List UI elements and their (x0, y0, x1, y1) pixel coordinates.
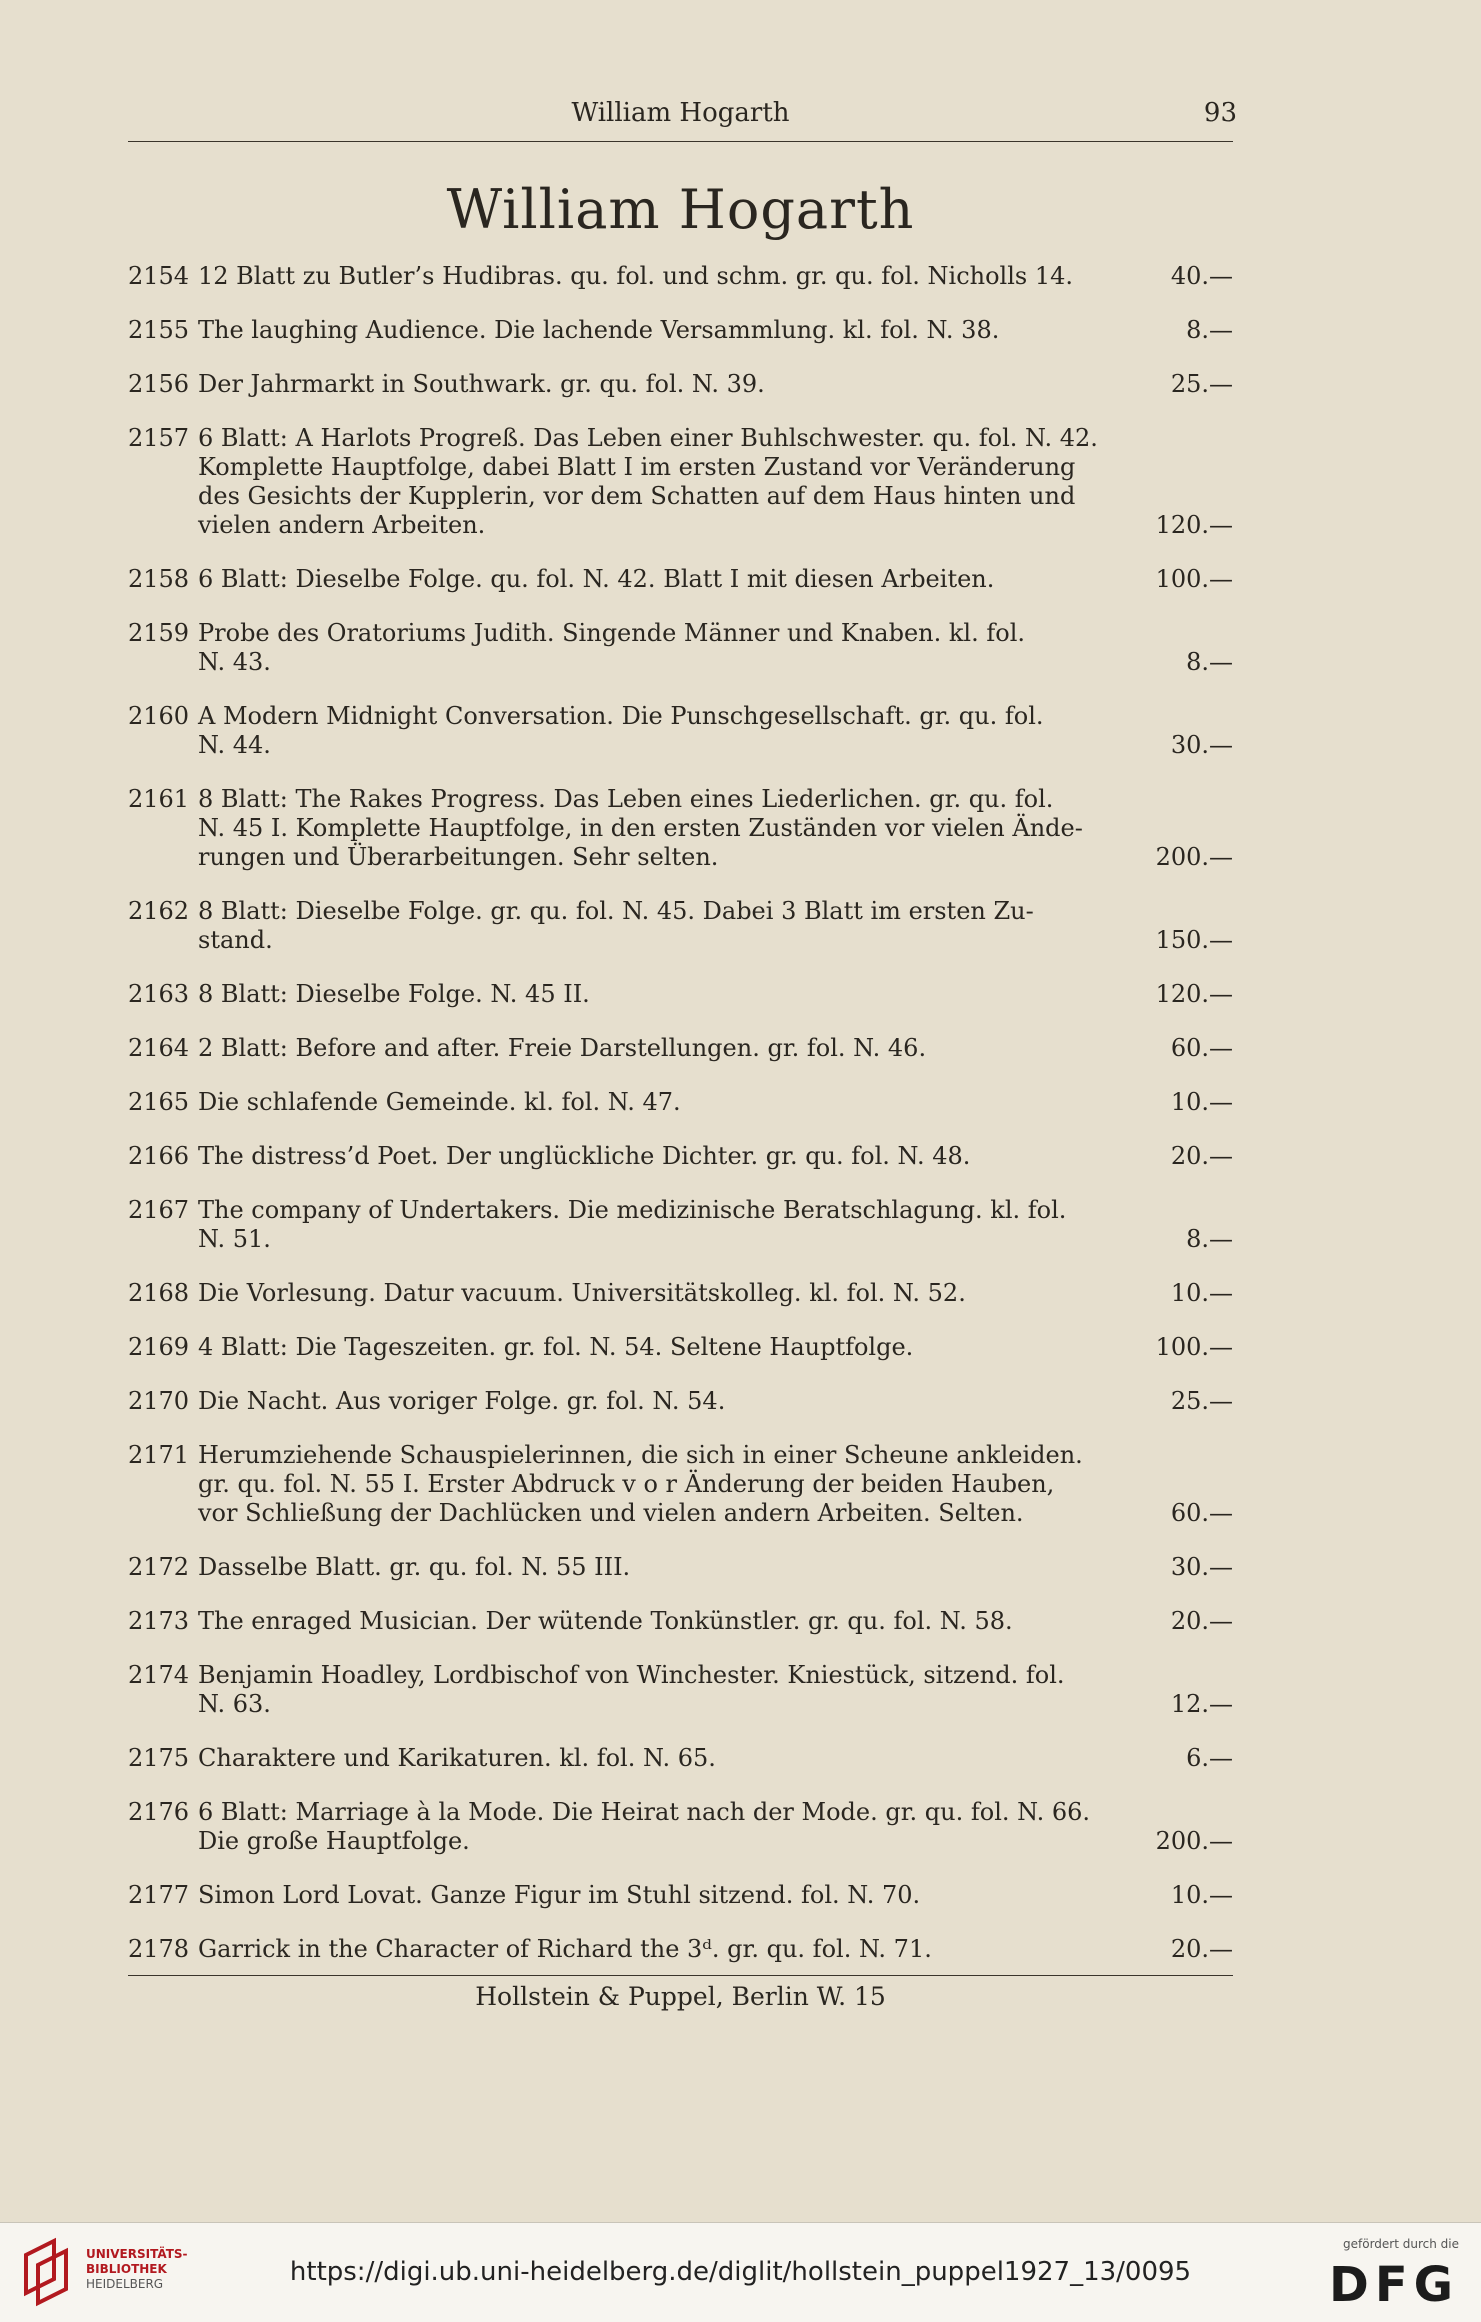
entry-price: 8.— (1186, 316, 1233, 344)
entry-price: 12.— (1170, 1690, 1233, 1718)
entry-description (198, 1607, 1145, 1636)
entry-number: 2167 (128, 1196, 190, 1224)
entry-line: N. 44. (198, 731, 271, 759)
entry-line: 6 Blatt: A Harlots Progreß. Das Leben einer Buhlschwester. qu. fol. N. 42. (198, 424, 1098, 452)
entry-line: 8 Blatt: Dieselbe Folge. N. 45 II. (198, 980, 590, 1008)
header-rule (128, 141, 1233, 142)
entry-number: 2171 (128, 1441, 190, 1469)
entry-description (198, 1881, 1145, 1910)
entry-line: 8 Blatt: Dieselbe Folge. gr. qu. fol. N. 45. Dabei 3 Blatt im ersten Zu- (198, 897, 1034, 925)
entry-number: 2178 (128, 1935, 190, 1963)
entry-price: 25.— (1170, 370, 1233, 398)
catalog-entry (128, 1935, 1233, 1964)
entry-description (198, 565, 1145, 594)
catalog-entries (128, 262, 1233, 1989)
catalog-entry (128, 1142, 1233, 1171)
entry-line: 12 Blatt zu Butler’s Hudibras. qu. fol. und schm. gr. qu. fol. Nicholls 14. (198, 262, 1074, 290)
entry-price: 100.— (1155, 565, 1233, 593)
entry-price: 10.— (1170, 1881, 1233, 1909)
entry-line: gr. qu. fol. N. 55 I. Erster Abdruck v o r Änderung der beiden Hauben, (198, 1470, 1055, 1498)
entry-number: 2159 (128, 619, 190, 647)
publisher-imprint: Hollstein & Puppel, Berlin W. 15 (475, 1982, 886, 2011)
entry-number: 2156 (128, 370, 190, 398)
entry-price: 30.— (1170, 1553, 1233, 1581)
catalog-entry (128, 370, 1233, 399)
entry-line: The laughing Audience. Die lachende Versammlung. kl. fol. N. 38. (198, 316, 1000, 344)
entry-description (198, 424, 1145, 540)
entry-description (198, 1142, 1145, 1171)
entry-line: A Modern Midnight Conversation. Die Punschgesellschaft. gr. qu. fol. (198, 702, 1044, 730)
entry-description (198, 897, 1145, 955)
section-title: William Hogarth (446, 178, 915, 241)
catalog-entry (128, 262, 1233, 291)
entry-price: 10.— (1170, 1088, 1233, 1116)
entry-number: 2170 (128, 1387, 190, 1415)
entry-price: 100.— (1155, 1333, 1233, 1361)
entry-description (198, 1088, 1145, 1117)
entry-price: 150.— (1155, 926, 1233, 954)
catalog-entry (128, 424, 1233, 540)
catalog-entry (128, 1881, 1233, 1910)
entry-price: 120.— (1155, 980, 1233, 1008)
entry-line: Der Jahrmarkt in Southwark. gr. qu. fol. N. 39. (198, 370, 765, 398)
catalog-entry (128, 565, 1233, 594)
entry-number: 2176 (128, 1798, 190, 1826)
entry-line: des Gesichts der Kupplerin, vor dem Schatten auf dem Haus hinten und (198, 482, 1076, 510)
entry-description (198, 980, 1145, 1009)
entry-line: The distress’d Poet. Der unglückliche Dichter. gr. qu. fol. N. 48. (198, 1142, 971, 1170)
entry-line: Die schlafende Gemeinde. kl. fol. N. 47. (198, 1088, 681, 1116)
entry-line: Die Vorlesung. Datur vacuum. Universitätskolleg. kl. fol. N. 52. (198, 1279, 966, 1307)
entry-price: 10.— (1170, 1279, 1233, 1307)
entry-number: 2174 (128, 1661, 190, 1689)
entry-line: Garrick in the Character of Richard the 3ᵈ. gr. qu. fol. N. 71. (198, 1935, 932, 1963)
page-number: 93 (1203, 98, 1237, 128)
entry-line: 8 Blatt: The Rakes Progress. Das Leben eines Liederlichen. gr. qu. fol. (198, 785, 1054, 813)
entry-number: 2155 (128, 316, 190, 344)
entry-price: 120.— (1155, 511, 1233, 539)
document-url-link[interactable]: https://digi.ub.uni-heidelberg.de/diglit/hollstein_puppel1927_13/0095 (289, 2257, 1192, 2287)
library-name-line-2: BIBLIOTHEK (86, 2262, 167, 2276)
entry-number: 2162 (128, 897, 190, 925)
entry-price: 20.— (1170, 1935, 1233, 1963)
catalog-entry (128, 1088, 1233, 1117)
running-header (128, 98, 1237, 138)
entry-description (198, 1196, 1145, 1254)
entry-line: N. 63. (198, 1690, 271, 1718)
entry-price: 20.— (1170, 1607, 1233, 1635)
entry-price: 8.— (1186, 648, 1233, 676)
entry-line: The company of Undertakers. Die medizinische Beratschlagung. kl. fol. (198, 1196, 1067, 1224)
entry-price: 20.— (1170, 1142, 1233, 1170)
entry-number: 2161 (128, 785, 190, 813)
catalog-entry (128, 1661, 1233, 1719)
library-name-line-1: UNIVERSITÄTS- (86, 2247, 188, 2261)
entry-line: N. 51. (198, 1225, 271, 1253)
entry-description (198, 1387, 1145, 1416)
entry-price: 40.— (1170, 262, 1233, 290)
entry-price: 60.— (1170, 1034, 1233, 1062)
entry-description (198, 1935, 1145, 1964)
entry-description (198, 1744, 1145, 1773)
entry-line: The enraged Musician. Der wütende Tonkünstler. gr. qu. fol. N. 58. (198, 1607, 1013, 1635)
entry-price: 30.— (1170, 731, 1233, 759)
dfg-logo[interactable]: DFG (1328, 2257, 1459, 2313)
library-name-line-3: HEIDELBERG (86, 2277, 164, 2291)
entry-line: N. 45 I. Komplette Hauptfolge, in den ersten Zuständen vor vielen Ände- (198, 814, 1083, 842)
entry-number: 2160 (128, 702, 190, 730)
entry-description (198, 1553, 1145, 1582)
entry-line: 6 Blatt: Dieselbe Folge. qu. fol. N. 42. Blatt I mit diesen Arbeiten. (198, 565, 995, 593)
entry-line: vor Schließung der Dachlücken und vielen andern Arbeiten. Selten. (198, 1499, 1024, 1527)
entry-description (198, 1333, 1145, 1362)
entry-description (198, 316, 1145, 345)
entry-description (198, 619, 1145, 677)
entry-number: 2165 (128, 1088, 190, 1116)
entry-line: Die große Hauptfolge. (198, 1827, 470, 1855)
entry-line: rungen und Überarbeitungen. Sehr selten. (198, 843, 719, 871)
entry-description (198, 1441, 1145, 1528)
entry-number: 2164 (128, 1034, 190, 1062)
catalog-entry (128, 1279, 1233, 1308)
catalog-entry (128, 1034, 1233, 1063)
entry-price: 200.— (1155, 1827, 1233, 1855)
entry-description (198, 262, 1145, 291)
footer-rule (128, 1975, 1233, 1976)
library-footer-bar (0, 2222, 1481, 2322)
entry-number: 2175 (128, 1744, 190, 1772)
entry-description (198, 1661, 1145, 1719)
entry-price: 6.— (1186, 1744, 1233, 1772)
catalog-entry (128, 1553, 1233, 1582)
catalog-entry (128, 619, 1233, 677)
catalog-entry (128, 980, 1233, 1009)
entry-line: Komplette Hauptfolge, dabei Blatt I im ersten Zustand vor Veränderung (198, 453, 1076, 481)
entry-line: 2 Blatt: Before and after. Freie Darstellungen. gr. fol. N. 46. (198, 1034, 927, 1062)
catalog-entry (128, 1333, 1233, 1362)
entry-description (198, 785, 1145, 872)
entry-price: 60.— (1170, 1499, 1233, 1527)
entry-line: N. 43. (198, 648, 271, 676)
entry-line: 6 Blatt: Marriage à la Mode. Die Heirat nach der Mode. gr. qu. fol. N. 66. (198, 1798, 1091, 1826)
catalog-entry (128, 785, 1233, 872)
catalog-entry (128, 702, 1233, 760)
entry-price: 25.— (1170, 1387, 1233, 1415)
entry-line: vielen andern Arbeiten. (198, 511, 486, 539)
funding-caption: gefördert durch die (1343, 2237, 1459, 2251)
entry-number: 2158 (128, 565, 190, 593)
entry-price: 8.— (1186, 1225, 1233, 1253)
entry-number: 2166 (128, 1142, 190, 1170)
entry-line: Probe des Oratoriums Judith. Singende Männer und Knaben. kl. fol. (198, 619, 1026, 647)
entry-number: 2154 (128, 262, 190, 290)
entry-line: Dasselbe Blatt. gr. qu. fol. N. 55 III. (198, 1553, 631, 1581)
catalog-entry (128, 1441, 1233, 1528)
entry-number: 2168 (128, 1279, 190, 1307)
catalog-entry (128, 316, 1233, 345)
entry-number: 2172 (128, 1553, 190, 1581)
entry-line: 4 Blatt: Die Tageszeiten. gr. fol. N. 54. Seltene Hauptfolge. (198, 1333, 914, 1361)
catalog-entry (128, 1387, 1233, 1416)
running-title: William Hogarth (571, 98, 790, 128)
entry-line: stand. (198, 926, 273, 954)
entry-description (198, 1798, 1145, 1856)
catalog-entry (128, 1744, 1233, 1773)
catalog-entry (128, 1798, 1233, 1856)
entry-description (198, 702, 1145, 760)
catalog-entry (128, 897, 1233, 955)
entry-line: Charaktere und Karikaturen. kl. fol. N. 65. (198, 1744, 716, 1772)
entry-line: Herumziehende Schauspielerinnen, die sich in einer Scheune ankleiden. (198, 1441, 1083, 1469)
entry-line: Benjamin Hoadley, Lordbischof von Winchester. Kniestück, sitzend. fol. (198, 1661, 1065, 1689)
entry-number: 2177 (128, 1881, 190, 1909)
entry-description (198, 1279, 1145, 1308)
entry-line: Simon Lord Lovat. Ganze Figur im Stuhl sitzend. fol. N. 70. (198, 1881, 921, 1909)
catalog-entry (128, 1607, 1233, 1636)
entry-description (198, 1034, 1145, 1063)
entry-description (198, 370, 1145, 399)
catalog-entry (128, 1196, 1233, 1254)
entry-number: 2173 (128, 1607, 190, 1635)
entry-price: 200.— (1155, 843, 1233, 871)
entry-line: Die Nacht. Aus voriger Folge. gr. fol. N. 54. (198, 1387, 726, 1415)
entry-number: 2157 (128, 424, 190, 452)
entry-number: 2169 (128, 1333, 190, 1361)
entry-number: 2163 (128, 980, 190, 1008)
